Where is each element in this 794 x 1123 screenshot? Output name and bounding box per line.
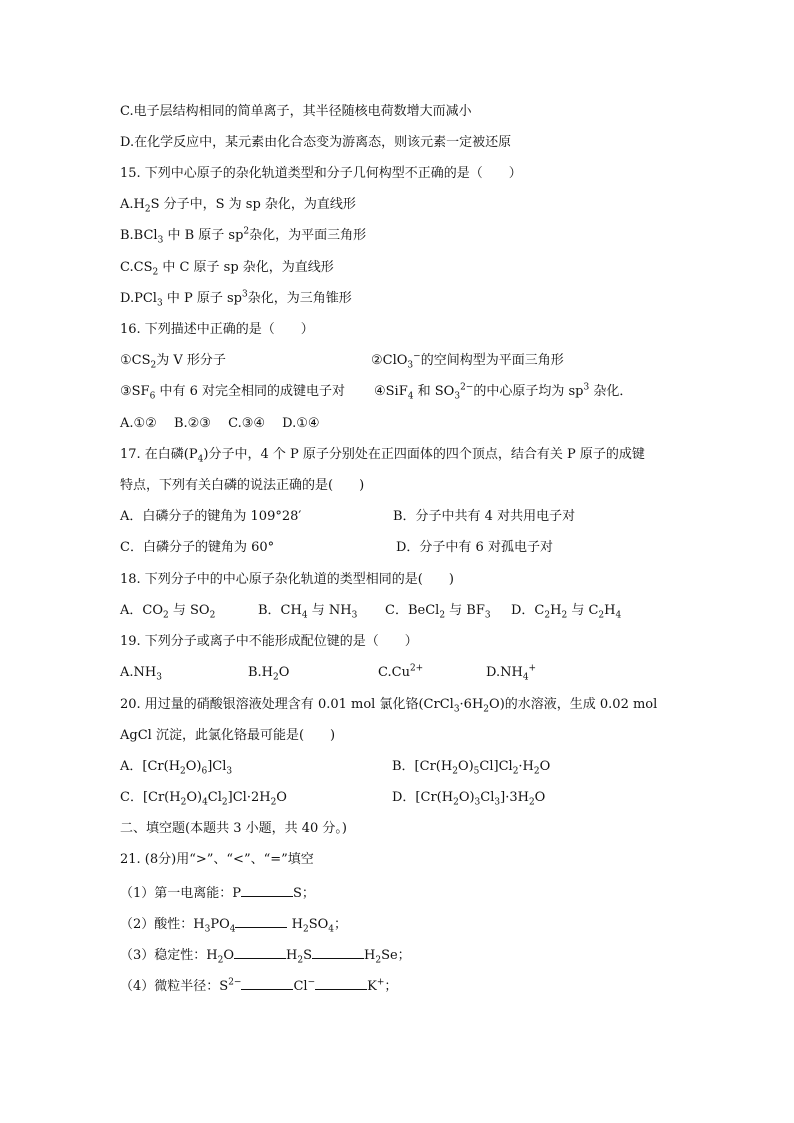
option-17b: B．分子中共有 4 对共用电子对 bbox=[393, 509, 576, 524]
answer-blank[interactable] bbox=[235, 913, 287, 928]
option-17c: C．白磷分子的键角为 60° bbox=[120, 540, 275, 555]
question-21-part-2: （2）酸性：$H_3PO_4$ $H_2SO_4$； bbox=[120, 913, 347, 935]
option-20d: D．$[Cr(H_2O)_3Cl_3]\cdot 3H_2O$ bbox=[392, 790, 546, 808]
statement-16-2: ②ClO$_3$−的空间构型为平面三角形 bbox=[371, 351, 564, 371]
option-18c: C．BeCl$_2$ 与 $BF_3$ bbox=[385, 603, 491, 621]
section-title-fill-in: 二、填空题(本题共 3 小题，共 40 分。) bbox=[120, 821, 347, 836]
option-20c: C．$[Cr(H_2O)_4Cl_2]Cl\cdot 2H_2O$ bbox=[120, 790, 287, 808]
option-20b: B．$[Cr(H_2O)_5Cl]Cl_2\cdot H_2O$ bbox=[392, 759, 551, 777]
option-20a: A．$[Cr(H_2O)_6]Cl_3$ bbox=[120, 759, 233, 777]
question-17-cont: 特点，下列有关白磷的说法正确的是( ) bbox=[120, 478, 365, 493]
question-18: 18. 下列分子中的中心原子杂化轨道的类型相同的是( ) bbox=[120, 572, 454, 587]
question-19: 19. 下列分子或离子中不能形成配位键的是（ ） bbox=[120, 634, 418, 649]
question-20-cont: AgCl 沉淀，此氯化铬最可能是( ) bbox=[120, 728, 336, 743]
statement-16-1: $①CS_2$为 V 形分子 bbox=[120, 353, 226, 371]
answer-blank[interactable] bbox=[312, 944, 364, 959]
option-19d: $D.NH_4^+$ bbox=[486, 663, 537, 683]
option-19c: $C.Cu^{2+}$ bbox=[378, 663, 424, 680]
question-20: 20. 用过量的硝酸银溶液处理含有 0.01 mol 氯化铬$(CrCl_3\cdot 6H_2O)$的水溶液，生成 0.02 mol bbox=[120, 697, 658, 715]
option-17a: A．白磷分子的键角为 109°28′ bbox=[120, 509, 302, 524]
question-21-part-3: （3）稳定性：$H_2O$ $H_2S$ $H_2Se$； bbox=[120, 944, 411, 966]
question-21-part-4: （4）微粒半径：$S^{2-}$ Cl− K+； bbox=[120, 975, 397, 997]
option-14c: C.电子层结构相同的简单离子，其半径随核电荷数增大而减小 bbox=[120, 104, 472, 119]
question-17: 17. 在白磷$(P_4)$分子中，4 个 P 原子分别处在正四面体的四个顶点，结合有关 P 原子的成键 bbox=[120, 447, 645, 465]
statement-16-3: $③SF_6$ 中有 6 对完全相同的成键电子对 bbox=[120, 384, 345, 402]
answer-blank[interactable] bbox=[241, 975, 293, 990]
question-15: 15. 下列中心原子的杂化轨道类型和分子几何构型不正确的是（ ） bbox=[120, 166, 522, 181]
answer-blank[interactable] bbox=[234, 944, 286, 959]
option-15d: D.PCl$_3$ 中 P 原子 $sp^3$杂化，为三角锥形 bbox=[120, 289, 352, 309]
question-21-part-1: （1）第一电离能：P S； bbox=[120, 882, 315, 904]
answer-blank[interactable] bbox=[315, 975, 367, 990]
options-16: A.①② B.②③ C.③④ D.①④ bbox=[120, 416, 320, 431]
option-14d: D.在化学反应中，某元素由化合态变为游离态，则该元素一定被还原 bbox=[120, 135, 512, 150]
question-16: 16. 下列描述中正确的是（ ） bbox=[120, 322, 314, 337]
option-19b: $B.H_2O$ bbox=[248, 665, 290, 683]
option-15c: $C.CS_2$ 中 C 原子 sp 杂化，为直线形 bbox=[120, 260, 334, 278]
question-21: 21. (8分)用“>”、“<”、“=”填空 bbox=[120, 852, 314, 867]
option-17d: D．分子中有 6 对孤电子对 bbox=[396, 540, 553, 555]
option-19a: $A.NH_3$ bbox=[120, 665, 162, 683]
option-18d: D．$C_2H_2$ 与 $C_2H_4$ bbox=[511, 603, 622, 621]
option-15a: $A.H_2S$ 分子中，S 为 sp 杂化，为直线形 bbox=[120, 197, 356, 215]
option-18b: B．$CH_4$ 与 $NH_3$ bbox=[258, 603, 358, 621]
answer-blank[interactable] bbox=[241, 882, 293, 897]
statement-16-4: ④SiF$_4$ 和 $SO_3^{2-}$的中心原子均为 $sp^3$ 杂化． bbox=[374, 382, 633, 402]
option-18a: A．$CO_2$ 与 $SO_2$ bbox=[120, 603, 216, 621]
option-15b: B.BCl$_3$ 中 B 原子 $sp^2$杂化，为平面三角形 bbox=[120, 226, 367, 246]
